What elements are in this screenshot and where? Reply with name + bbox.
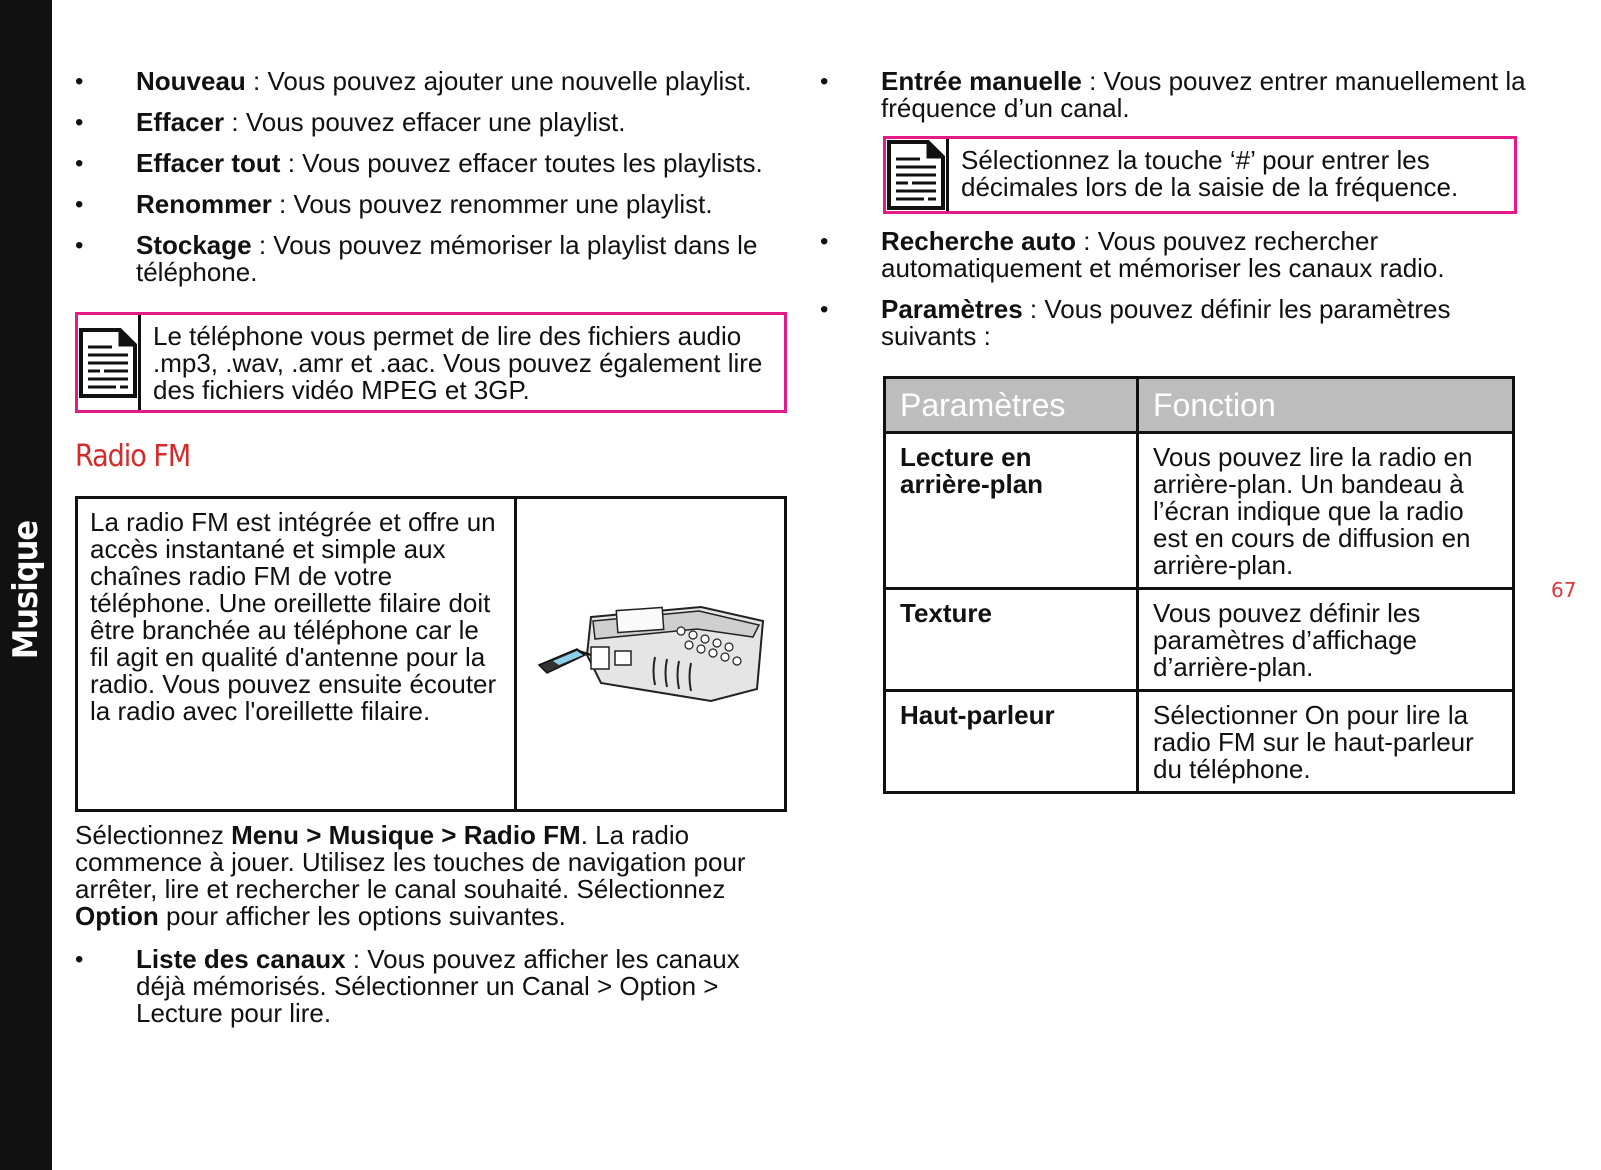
right-column — [820, 66, 1535, 794]
term: Effacer tout — [136, 148, 281, 178]
note-text: Le téléphone vous permet de lire des fichiers audio .mp3, .wav, .amr et .aac. Vous pouvez également lire des fichiers vidéo MPEG et 3GP. — [153, 321, 763, 405]
term: Stockage — [136, 230, 252, 260]
note-icon-cell — [78, 315, 141, 410]
list-item: • Effacer : Vous pouvez effacer une playlist. — [75, 107, 626, 137]
term: Renommer — [136, 189, 272, 219]
option-label: Option — [75, 901, 159, 931]
note-icon — [886, 139, 946, 211]
desc: : Vous pouvez effacer une playlist. — [224, 107, 626, 137]
note-box — [75, 312, 787, 413]
term: Recherche auto — [881, 226, 1077, 256]
desc: : Vous pouvez ajouter une nouvelle playlist. — [245, 66, 752, 96]
term: Paramètres — [881, 294, 1023, 324]
table-header-row — [885, 378, 1514, 433]
side-tab-label: Musique — [6, 520, 46, 660]
table-row — [885, 691, 1514, 793]
param-function: Vous pouvez lire la radio en arrière-plan. Un bandeau à l’écran indique que la radio est en cours de diffusion en arrière-plan. — [1138, 433, 1514, 589]
page-number: 67 — [1551, 578, 1577, 602]
term: Liste des canaux — [136, 944, 346, 974]
list-item: • Nouveau : Vous pouvez ajouter une nouvelle playlist. — [75, 66, 752, 96]
radio-options-list-cont — [820, 228, 1535, 350]
desc: : Vous pouvez définir les paramètres suivants : — [881, 294, 1451, 351]
param-name: Haut-parleur — [885, 691, 1138, 793]
list-item: • Effacer tout : Vous pouvez effacer toutes les playlists. — [75, 148, 763, 178]
note-box — [883, 136, 1517, 214]
side-tab — [0, 0, 52, 1170]
param-name: Texture — [885, 589, 1138, 691]
desc: : Vous pouvez afficher les canaux déjà mémorisés. Sélectionner un Canal > Option > Lecture pour lire. — [136, 944, 740, 1028]
column-header: Fonction — [1138, 378, 1514, 433]
text: . La radio commence à jouer. Utilisez les touches de navigation pour arrêter, lire et rechercher le canal souhaité. Sélectionnez — [75, 820, 746, 904]
list-item: • Paramètres : Vous pouvez définir les paramètres suivants : — [820, 294, 1451, 351]
param-function: Sélectionner On pour lire la radio FM sur le haut-parleur du téléphone. — [1138, 691, 1514, 793]
table-row — [885, 433, 1514, 589]
note-icon-cell — [886, 139, 949, 211]
column-header: Paramètres — [885, 378, 1138, 433]
radio-options-list — [75, 946, 787, 1027]
desc: : Vous pouvez renommer une playlist. — [271, 189, 713, 219]
list-item: • Renommer : Vous pouvez renommer une playlist. — [75, 189, 713, 219]
text: pour afficher les options suivantes. — [158, 901, 566, 931]
left-column — [75, 68, 787, 1041]
desc: : Vous pouvez rechercher automatiquement et mémoriser les canaux radio. — [881, 226, 1445, 283]
section-heading-radio-fm: Radio FM — [75, 439, 191, 474]
desc: : Vous pouvez mémoriser la playlist dans le téléphone. — [136, 230, 758, 287]
manual-entry-list — [820, 68, 1535, 122]
note-icon — [78, 327, 138, 399]
note-text: Sélectionnez la touche ‘#’ pour entrer les décimales lors de la saisie de la fréquence. — [961, 145, 1459, 202]
text: Sélectionnez — [75, 820, 232, 850]
list-item: • Liste des canaux : Vous pouvez afficher les canaux déjà mémorisés. Sélectionner un Canal > Option > Lecture pour lire. — [75, 944, 740, 1028]
parameters-table — [883, 376, 1515, 794]
desc: : Vous pouvez effacer toutes les playlists. — [280, 148, 763, 178]
list-item: • Entrée manuelle : Vous pouvez entrer manuellement la fréquence d’un canal. — [820, 66, 1526, 123]
param-name: Lecture en arrière-plan — [885, 433, 1138, 589]
table-row — [885, 589, 1514, 691]
phone-headset-illustration — [517, 499, 784, 809]
fm-info-box — [75, 496, 787, 812]
menu-path: Menu > Musique > Radio FM — [231, 820, 581, 850]
term: Nouveau — [136, 66, 246, 96]
term: Entrée manuelle — [881, 66, 1082, 96]
list-item: • Recherche auto : Vous pouvez rechercher automatiquement et mémoriser les canaux radio. — [820, 226, 1445, 283]
term: Effacer — [136, 107, 225, 137]
radio-instructions — [75, 822, 787, 930]
playlist-options-list — [75, 68, 787, 286]
fm-description: La radio FM est intégrée et offre un accès instantané et simple aux chaînes radio FM de votre téléphone. Une oreillette filaire doit être branchée au téléphone car le fil agit en qualité d'antenne pour la radio. Vous pouvez ensuite écouter la radio avec l'oreillette filaire. — [78, 499, 517, 809]
desc: : Vous pouvez entrer manuellement la fréquence d’un canal. — [881, 66, 1526, 123]
list-item: • Stockage : Vous pouvez mémoriser la playlist dans le téléphone. — [75, 230, 758, 287]
phone-with-headset-jack-icon — [531, 599, 771, 709]
param-function: Vous pouvez définir les paramètres d’affichage d’arrière-plan. — [1138, 589, 1514, 691]
